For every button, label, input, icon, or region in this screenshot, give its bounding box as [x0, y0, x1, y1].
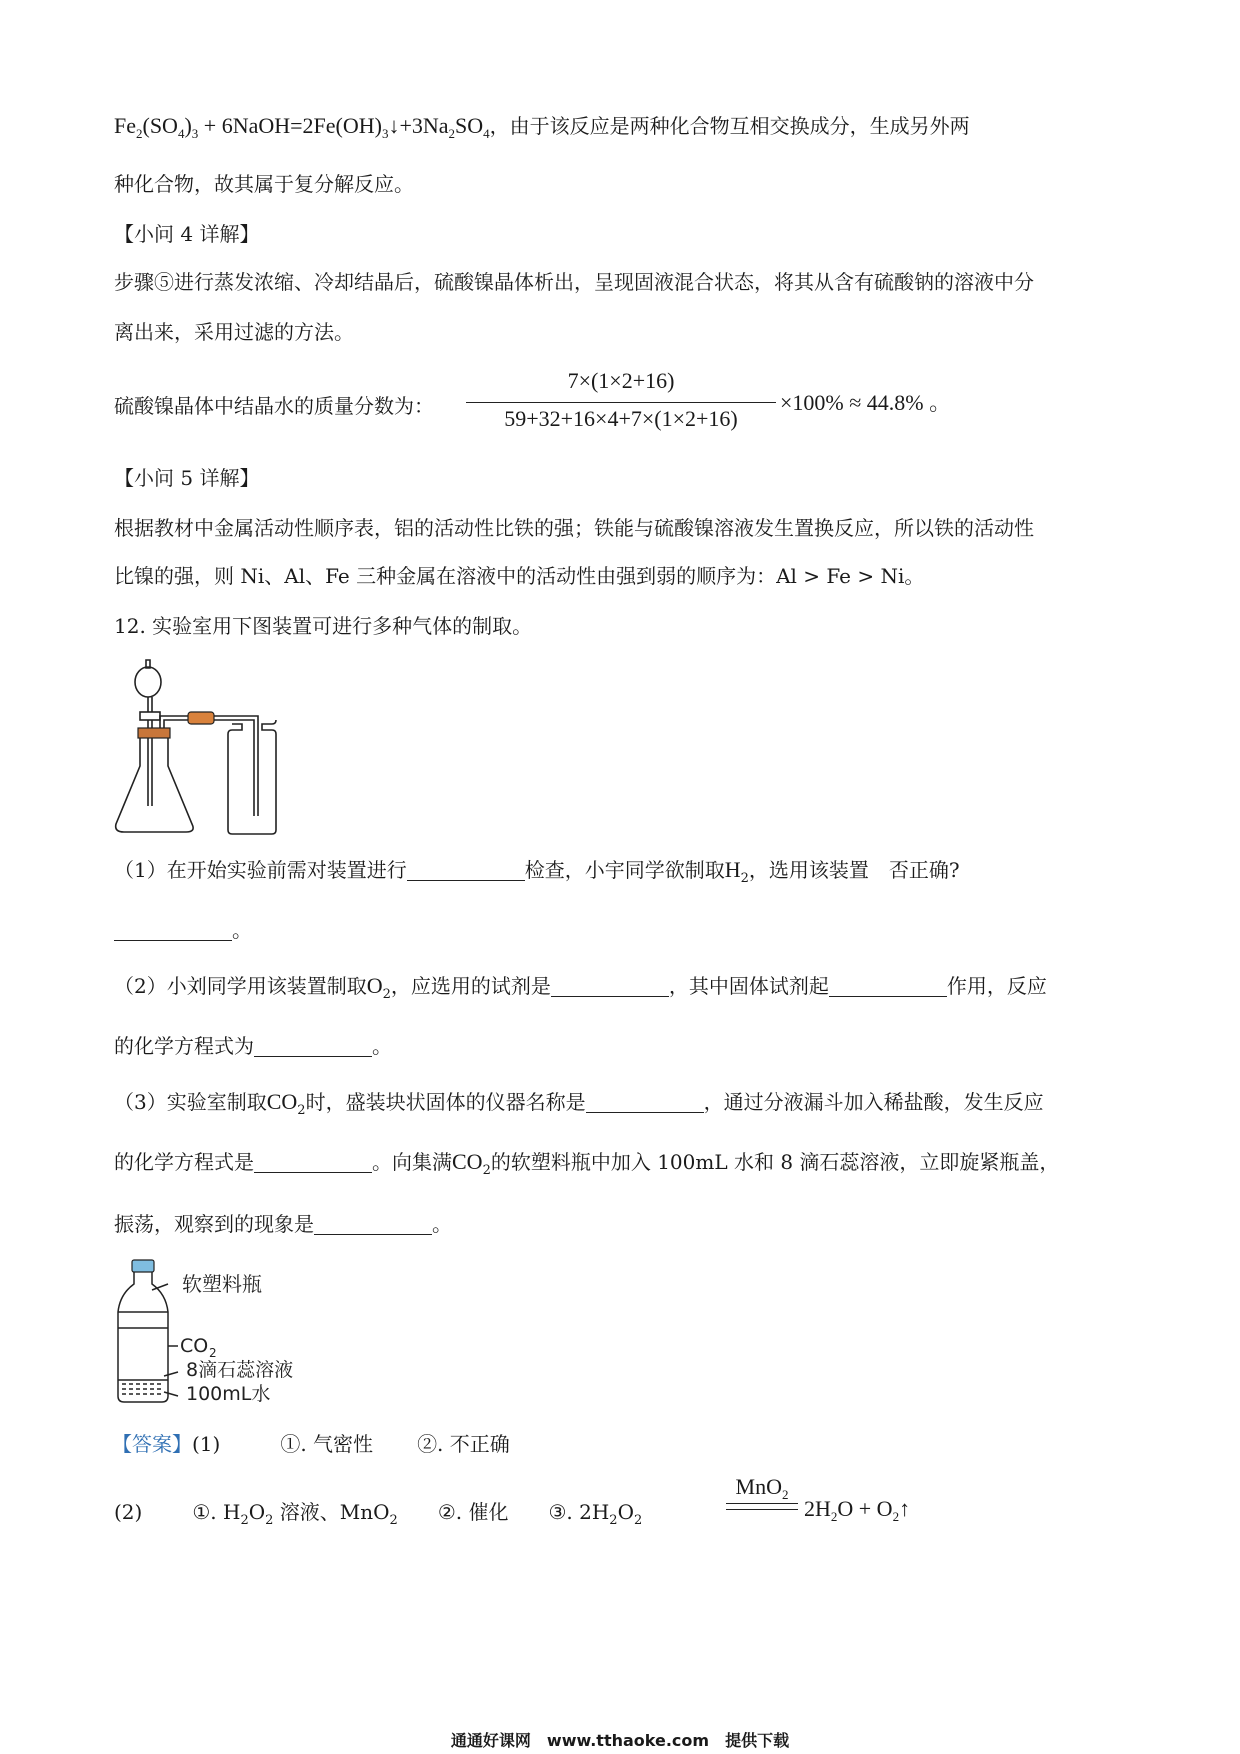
reaction-products [804, 1496, 910, 1522]
text: （3）实验室制取 [114, 1090, 267, 1114]
fraction-numerator: 7×(1×2+16) [567, 368, 675, 393]
funnel-bulb [135, 667, 161, 697]
question-part-1 [114, 856, 960, 884]
paragraph-text: ，由于该反应是两种化合物互相交换成分，生成另外两 [489, 114, 970, 138]
formula-sub: 2 [240, 1513, 249, 1528]
gas-collection-bottle [228, 720, 276, 834]
formula-sub: 2 [482, 1163, 491, 1178]
reaction-equation-line [114, 112, 970, 140]
eq-fe: Fe [114, 113, 136, 138]
formula-sub: 2 [740, 871, 749, 886]
question-part-2-continued [114, 1032, 392, 1060]
text: 。 [232, 918, 252, 942]
answer-blank[interactable] [586, 1092, 704, 1113]
formula-co: CO [266, 1089, 298, 1114]
formula-sub: 2 [389, 1513, 398, 1528]
question-title: 12. 实验室用下图装置可进行多种气体的制取。 [114, 614, 533, 638]
answer-part: (1) [192, 1432, 221, 1456]
section-heading-q5: 【小问 5 详解】 [114, 466, 260, 490]
formula-sub: 2 [781, 1487, 789, 1502]
reaction-equals [726, 1503, 798, 1510]
eq-sub: 2 [136, 126, 143, 141]
text: 时，盛装块状固体的仪器名称是 [305, 1090, 586, 1114]
formula-sub: 2 [633, 1513, 643, 1528]
text: 。 [432, 1212, 452, 1236]
bottle-label-drops: 8滴石蕊溶液 [186, 1359, 294, 1381]
formula-sub: 2 [297, 1103, 306, 1118]
answer-blank[interactable] [407, 860, 525, 881]
text: 。 [372, 1034, 392, 1058]
formula-o: O [248, 1500, 266, 1524]
answer-blank[interactable] [254, 1036, 372, 1057]
answer-item: ②. 不正确 [417, 1432, 510, 1456]
bottle-label-top: 软塑料瓶 [182, 1272, 262, 1296]
answer-item: ③. 2H [548, 1500, 610, 1524]
formula-co: CO [452, 1149, 483, 1174]
answer-label: 【答案】 [112, 1432, 192, 1456]
eq-na: +3Na [399, 113, 449, 138]
product: O + O [837, 1496, 893, 1521]
answer-line-2 [114, 1498, 642, 1526]
text: （2）小刘同学用该装置制取 [114, 974, 367, 998]
bottle-label-water: 100mL水 [186, 1383, 271, 1405]
paragraph-line: 离出来，采用过滤的方法。 [114, 320, 354, 344]
answer-item: 溶液、MnO [273, 1500, 390, 1524]
question-part-3-continued [114, 1148, 1059, 1176]
bottle-cap [132, 1260, 154, 1272]
question-part-2 [114, 972, 1047, 1000]
answer-item: ②. 催化 [437, 1500, 509, 1524]
reaction-condition [724, 1474, 800, 1500]
answer-item: ①. H [192, 1500, 241, 1524]
text: 的化学方程式是 [114, 1150, 254, 1174]
formula-o: O [366, 973, 383, 998]
text: ，通过分液漏斗加入稀盐酸，发生反应 [703, 1090, 1044, 1114]
formula-sub: 2 [830, 1509, 838, 1524]
formula-h: H [724, 857, 741, 882]
page-footer: 通通好课网 www.tthaoke.com 提供下载 [450, 1731, 790, 1750]
conical-flask [116, 736, 193, 832]
paragraph-line: 步骤⑤进行蒸发浓缩、冷却结晶后，硫酸镍晶体析出，呈现固液混合状态，将其从含有硫酸钠的溶液中分 [114, 270, 1034, 294]
paragraph-line: 种化合物，故其属于复分解反应。 [114, 172, 414, 196]
text: （1）在开始实验前需对装置进行 [114, 858, 407, 882]
precipitate-arrow: ↓ [388, 113, 400, 138]
question-part-3 [114, 1088, 1044, 1116]
eq-paren: ) [184, 113, 192, 138]
text: ，其中固体试剂起 [668, 974, 829, 998]
answer-line-1 [112, 1430, 510, 1458]
formula-sub: 2 [382, 987, 391, 1002]
answer-blank[interactable] [551, 976, 669, 997]
eq-sub: 4 [177, 126, 185, 141]
text: ，应选用的试剂是 [390, 974, 551, 998]
eq-so4: SO [455, 113, 484, 138]
formula-sub: 2 [265, 1513, 274, 1528]
paragraph-line: 比镍的强，则 Ni、Al、Fe 三种金属在溶液中的活动性由强到弱的顺序为：Al > Fe > Ni。 [114, 564, 925, 588]
question-part-1-continued [114, 916, 252, 944]
answer-blank[interactable] [254, 1152, 372, 1173]
eq-naoh: + 6NaOH=2Fe(OH) [198, 113, 382, 138]
soft-plastic-bottle-figure [112, 1254, 322, 1406]
eq-so4: (SO [142, 113, 178, 138]
product: 2H [804, 1496, 831, 1521]
text: ，选用该装置 否正确? [748, 858, 960, 882]
paragraph-line: 根据教材中金属活动性顺序表，铝的活动性比铁的强；铁能与硫酸镍溶液发生置换反应，所以铁的活动性 [114, 516, 1034, 540]
section-heading-q4: 【小问 4 详解】 [114, 222, 260, 246]
text: 检查，小宇同学欲制取 [524, 858, 725, 882]
bottle-label-gas-sub: 2 [209, 1346, 217, 1360]
bottle-label-gas: CO [180, 1335, 209, 1357]
eq-sub: 3 [191, 126, 199, 141]
text: 的化学方程式为 [114, 1034, 254, 1058]
fraction-denominator: 59+32+16×4+7×(1×2+16) [504, 406, 738, 431]
text: 作用，反应 [946, 974, 1047, 998]
formula-sub: 2 [892, 1509, 900, 1524]
text: 的软塑料瓶中加入 100mL 水和 8 滴石蕊溶液，立即旋紧瓶盖， [490, 1150, 1060, 1174]
catalyst: MnO [735, 1474, 782, 1499]
fraction-label: 硫酸镍晶体中结晶水的质量分数为： [114, 394, 434, 418]
answer-item: ①. 气密性 [280, 1432, 374, 1456]
text: 振荡，观察到的现象是 [114, 1212, 314, 1236]
answer-blank[interactable] [114, 920, 232, 941]
answer-part: (2) [114, 1500, 143, 1524]
question-part-3-end [114, 1210, 452, 1238]
fraction-bar [466, 402, 776, 403]
eq-sub: 3 [381, 126, 389, 141]
text: 。向集满 [372, 1150, 452, 1174]
gas-arrow-icon: ↑ [899, 1496, 911, 1521]
fraction-result: ×100% ≈ 44.8% 。 [780, 390, 952, 415]
answer-blank[interactable] [314, 1214, 432, 1235]
formula-sub: 2 [609, 1513, 618, 1528]
bottle-outline [118, 1270, 168, 1402]
eq-sub: 2 [448, 126, 456, 141]
gas-generation-apparatus [112, 656, 292, 838]
answer-blank[interactable] [829, 976, 947, 997]
formula-o: O [617, 1500, 634, 1524]
eq-sub: 4 [483, 126, 490, 141]
